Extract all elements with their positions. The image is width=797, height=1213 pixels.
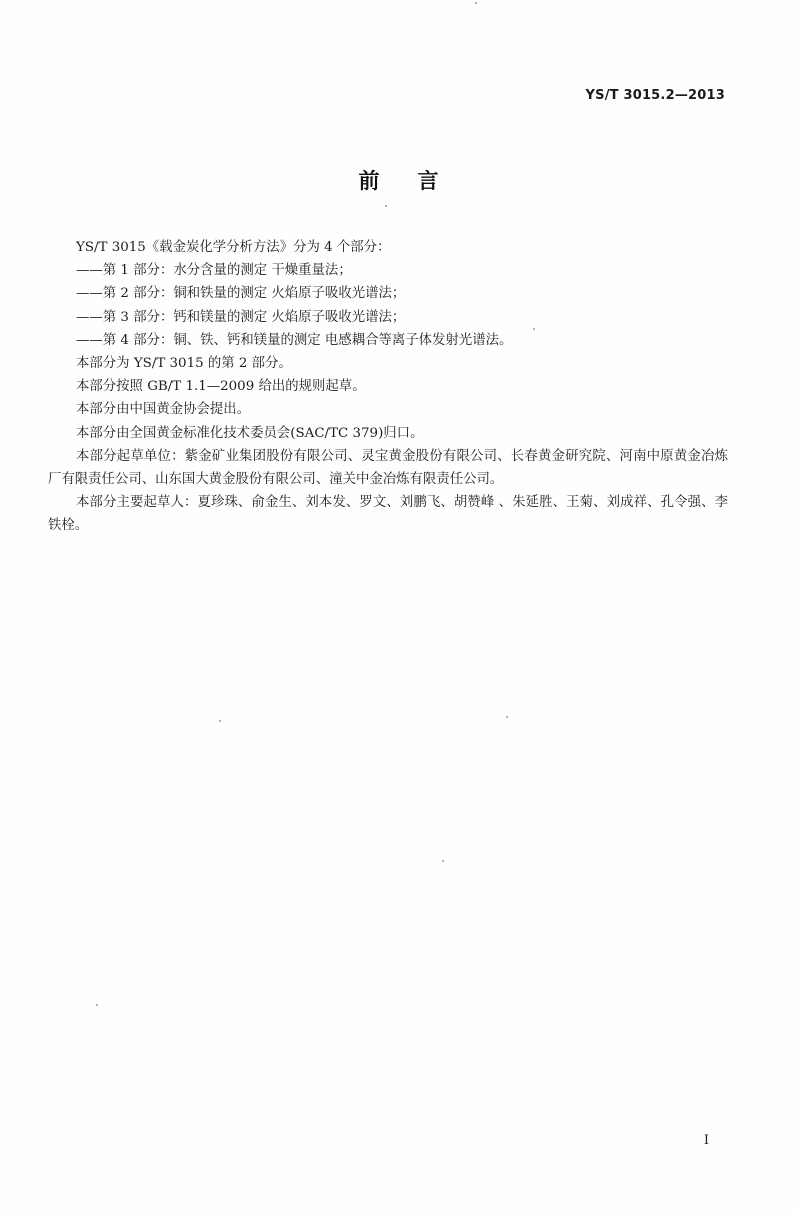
scan-speck bbox=[533, 328, 535, 330]
part-statement-paragraph: 本部分为 YS/T 3015 的第 2 部分。 bbox=[76, 356, 292, 372]
scan-speck bbox=[385, 205, 387, 207]
drafting-rules-paragraph: 本部分按照 GB/T 1.1—2009 给出的规则起草。 bbox=[76, 379, 366, 395]
drafting-units-paragraph: 本部分起草单位：紫金矿业集团股份有限公司、灵宝黄金股份有限公司、长春黄金研究院、河南中原黄金冶炼厂有限责任公司、山东国大黄金股份有限公司、潼关中金冶炼有限责任公司。 bbox=[48, 448, 728, 488]
scan-speck bbox=[442, 860, 444, 862]
drafters-paragraph: 本部分主要起草人：夏珍珠、俞金生、刘本发、罗文、刘鹏飞、胡赞峰 、朱延胜、王菊、刘成祥、孔令强、李铁栓。 bbox=[48, 495, 728, 534]
scan-speck bbox=[219, 720, 221, 722]
intro-paragraph: YS/T 3015《载金炭化学分析方法》分为 4 个部分： bbox=[76, 240, 391, 255]
centralized-paragraph: 本部分由全国黄金标准化技术委员会(SAC/TC 379)归口。 bbox=[76, 425, 424, 441]
page-title: 前言 bbox=[358, 169, 477, 193]
scan-speck bbox=[506, 716, 508, 718]
part-list-item-3: ——第 3 部分：钙和镁量的测定 火焰原子吸收光谱法； bbox=[76, 309, 406, 325]
body-text bbox=[48, 236, 728, 538]
part-list-item-4: ——第 4 部分：铜、铁、钙和镁量的测定 电感耦合等离子体发射光谱法。 bbox=[76, 332, 513, 348]
page-number: I bbox=[703, 1133, 709, 1148]
document-code: YS/T 3015.2—2013 bbox=[585, 88, 725, 103]
scan-speck bbox=[475, 2, 477, 4]
part-list-item-2: ——第 2 部分：铜和铁量的测定 火焰原子吸收光谱法； bbox=[76, 286, 406, 302]
part-list-item-1: ——第 1 部分：水分含量的测定 干燥重量法； bbox=[76, 263, 352, 279]
scan-speck bbox=[96, 1004, 98, 1006]
proposer-paragraph: 本部分由中国黄金协会提出。 bbox=[76, 402, 251, 418]
